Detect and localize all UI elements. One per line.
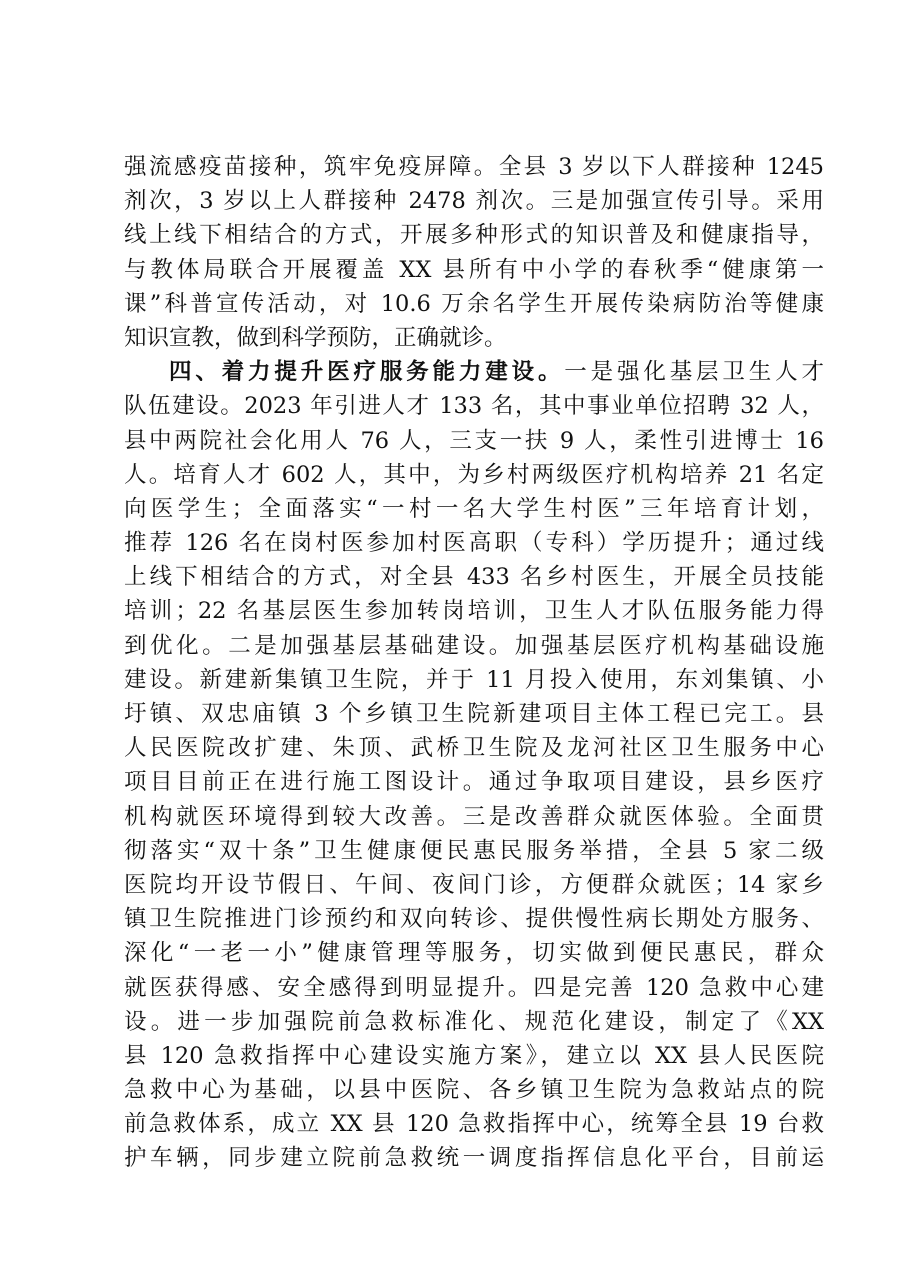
document-body <box>124 150 824 1176</box>
paragraph2-line-12: 人民医院改扩建、朱顶、武桥卫生院及龙河社区卫生服务中心 <box>124 735 824 762</box>
paragraph1-line-1: 强流感疫苗接种，筑牢免疫屏障。全县 3 岁以下人群接种 1245 <box>124 154 824 180</box>
paragraph1-line-5: 课”科普宣传活动，对 10.6 万余名学生开展传染病防治等健康 <box>124 290 824 317</box>
paragraph2-line-6: 推荐 126 名在岗村医参加村医高职（专科）学历提升；通过线 <box>124 530 824 557</box>
paragraph2-line-13: 项目目前正在进行施工图设计。通过争取项目建设，县乡医疗 <box>124 769 824 796</box>
paragraph1-line-3: 线上线下相结合的方式，开展多种形式的知识普及和健康指导， <box>124 222 824 249</box>
paragraph1-line-4: 与教体局联合开展覆盖 XX 县所有中小学的春秋季“健康第一 <box>124 256 824 283</box>
paragraph2-line-20: 设。进一步加强院前急救标准化、规范化建设，制定了《XX <box>124 1008 824 1035</box>
paragraph2-first-line <box>124 355 824 389</box>
section-heading: 四、着力提升医疗服务能力建设。 <box>169 359 565 386</box>
paragraph2-line-22: 急救中心为基础，以县中医院、各乡镇卫生院为急救站点的院 <box>124 1077 824 1104</box>
paragraph2-line-15: 彻落实“双十条”卫生健康便民惠民服务举措，全县 5 家二级 <box>124 837 824 864</box>
paragraph2-line-5: 向医学生；全面落实“一村一名大学生村医”三年培育计划， <box>124 495 824 522</box>
paragraph2-line-2: 队伍建设。2023 年引进人才 133 名，其中事业单位招聘 32 人， <box>124 393 824 420</box>
paragraph2-line-10: 建设。新建新集镇卫生院，并于 11 月投入使用，东刘集镇、小 <box>124 666 824 693</box>
paragraph2-line-18: 深化“一老一小”健康管理等服务，切实做到便民惠民，群众 <box>124 940 824 967</box>
paragraph2-line-3: 县中两院社会化用人 76 人，三支一扶 9 人，柔性引进博士 16 <box>124 427 824 454</box>
paragraph2-line-17: 镇卫生院推进门诊预约和双向转诊、提供慢性病长期处方服务、 <box>124 906 824 933</box>
paragraph2-line-7: 上线下相结合的方式，对全县 433 名乡村医生，开展全员技能 <box>124 564 824 591</box>
paragraph2-line-9: 到优化。二是加强基层基础建设。加强基层医疗机构基础设施 <box>124 632 824 659</box>
paragraph2-line-8: 培训；22 名基层医生参加转岗培训，卫生人才队伍服务能力得 <box>124 598 824 625</box>
paragraph2-line-16: 医院均开设节假日、午间、夜间门诊，方便群众就医；14 家乡 <box>124 871 824 898</box>
paragraph2-line-21: 县 120 急救指挥中心建设实施方案》，建立以 XX 县人民医院 <box>124 1042 824 1069</box>
paragraph1-line-2: 剂次，3 岁以上人群接种 2478 剂次。三是加强宣传引导。采用 <box>124 188 824 215</box>
paragraph2-line-14: 机构就医环境得到较大改善。三是改善群众就医体验。全面贯 <box>124 803 824 830</box>
paragraph2-first-line-rest: 一是强化基层卫生人才 <box>564 359 824 386</box>
paragraph2-line-23: 前急救体系，成立 XX 县 120 急救指挥中心，统筹全县 19 台救 <box>124 1111 824 1138</box>
paragraph2-line-19: 就医获得感、安全感得到明显提升。四是完善 120 急救中心建 <box>124 974 824 1001</box>
paragraph2-line-24: 护车辆，同步建立院前急救统一调度指挥信息化平台，目前运 <box>124 1145 824 1172</box>
paragraph1-line-6: 知识宣教，做到科学预防，正确就诊。 <box>124 324 507 351</box>
paragraph2-line-11: 圩镇、双忠庙镇 3 个乡镇卫生院新建项目主体工程已完工。县 <box>124 701 824 727</box>
paragraph2-line-4: 人。培育人才 602 人，其中，为乡村两级医疗机构培养 21 名定 <box>124 461 824 488</box>
